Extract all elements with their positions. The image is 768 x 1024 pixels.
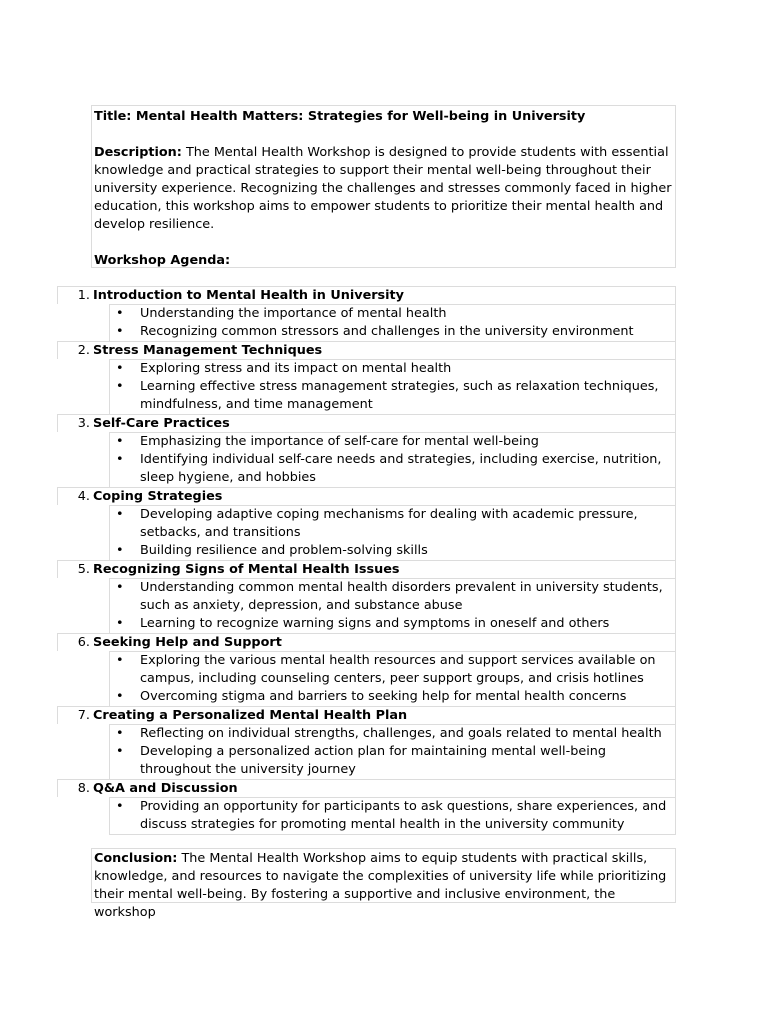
bullet-item xyxy=(110,798,675,834)
agenda-item xyxy=(57,779,676,797)
agenda-item-bullets xyxy=(109,797,676,835)
bullet-item xyxy=(110,433,675,451)
bullet-text: Understanding the importance of mental health xyxy=(140,306,447,321)
agenda-item xyxy=(57,560,676,578)
bullet-text: Providing an opportunity for participants to ask questions, share experiences, and discuss strategies for promoting mental health in the university community xyxy=(140,799,667,832)
bullet-text: Exploring stress and its impact on mental health xyxy=(140,361,452,376)
agenda-item-bullets xyxy=(109,651,676,706)
agenda-item-title: Introduction to Mental Health in University xyxy=(93,288,405,303)
bullet-text: Recognizing common stressors and challenges in the university environment xyxy=(140,324,634,339)
agenda-item-number: 3. xyxy=(77,416,90,431)
bullet-text: Learning to recognize warning signs and symptoms in oneself and others xyxy=(140,616,610,631)
agenda-item-bullets xyxy=(109,304,676,341)
bullet-dot-icon: • xyxy=(116,689,124,704)
agenda-item-title: Seeking Help and Support xyxy=(93,635,282,650)
bullet-dot-icon: • xyxy=(116,324,124,339)
agenda-item-number: 2. xyxy=(77,343,90,358)
bullet-dot-icon: • xyxy=(116,744,124,759)
agenda-item-number: 1. xyxy=(77,288,90,303)
bullet-dot-icon: • xyxy=(116,653,124,668)
agenda-item-title: Recognizing Signs of Mental Health Issues xyxy=(93,562,400,577)
bullet-item xyxy=(110,652,675,688)
bullet-text: Understanding common mental health disorders prevalent in university students, such as anxiety, depression, and substance abuse xyxy=(140,580,663,613)
workshop-agenda-list xyxy=(57,286,676,835)
agenda-item-bullets xyxy=(109,359,676,414)
agenda-item-number: 4. xyxy=(77,489,90,504)
bullet-item xyxy=(110,506,675,542)
agenda-item-title: Stress Management Techniques xyxy=(93,343,323,358)
bullet-item xyxy=(110,615,675,633)
agenda-item-number: 8. xyxy=(77,781,90,796)
agenda-item-title: Self-Care Practices xyxy=(93,416,230,431)
bullet-dot-icon: • xyxy=(116,507,124,522)
bullet-item xyxy=(110,305,675,323)
bullet-dot-icon: • xyxy=(116,361,124,376)
bullet-text: Building resilience and problem-solving skills xyxy=(140,543,428,558)
description-text: The Mental Health Workshop is designed to provide students with essential knowledge and practical strategies to support their mental well-being throughout their university experience. Recognizing the challenges and stresses commonly faced in higher education, this workshop aims to empower students to prioritize their mental health and develop resilience. xyxy=(94,145,672,232)
bullet-item xyxy=(110,579,675,615)
bullet-text: Overcoming stigma and barriers to seeking help for mental health concerns xyxy=(140,689,627,704)
agenda-item-number: 5. xyxy=(77,562,90,577)
bullet-item xyxy=(110,688,675,706)
document-title: Title: Mental Health Matters: Strategies for Well-being in University xyxy=(94,109,586,124)
agenda-item-title: Q&A and Discussion xyxy=(93,781,238,796)
agenda-item xyxy=(57,286,676,304)
conclusion-text: The Mental Health Workshop aims to equip students with practical skills, knowledge, and resources to navigate the complexities of university life while prioritizing their mental well-being. By fostering a supportive and inclusive environment, the workshop xyxy=(94,851,667,920)
bullet-item xyxy=(110,323,675,341)
bullet-item xyxy=(110,725,675,743)
agenda-item-bullets xyxy=(109,432,676,487)
agenda-item xyxy=(57,341,676,359)
agenda-item-bullets xyxy=(109,505,676,560)
agenda-item-bullets xyxy=(109,578,676,633)
conclusion-paragraph xyxy=(94,850,673,922)
bullet-item xyxy=(110,378,675,414)
conclusion-label: Conclusion: xyxy=(94,851,178,866)
bullet-dot-icon: • xyxy=(116,799,124,814)
agenda-item xyxy=(57,414,676,432)
agenda-item xyxy=(57,706,676,724)
conclusion-section xyxy=(91,848,676,920)
bullet-dot-icon: • xyxy=(116,452,124,467)
bullet-item xyxy=(110,743,675,779)
bullet-item xyxy=(110,451,675,487)
description-paragraph xyxy=(94,144,673,234)
agenda-item-number: 7. xyxy=(77,708,90,723)
bullet-text: Developing adaptive coping mechanisms for dealing with academic pressure, setbacks, and transitions xyxy=(140,507,638,540)
agenda-item-number: 6. xyxy=(77,635,90,650)
agenda-item xyxy=(57,487,676,505)
bullet-dot-icon: • xyxy=(116,306,124,321)
agenda-item xyxy=(57,633,676,651)
bullet-item xyxy=(110,360,675,378)
bullet-text: Emphasizing the importance of self-care for mental well-being xyxy=(140,434,539,449)
bullet-dot-icon: • xyxy=(116,580,124,595)
bullet-text: Developing a personalized action plan for maintaining mental well-being throughout the university journey xyxy=(140,744,607,777)
bullet-dot-icon: • xyxy=(116,726,124,741)
agenda-heading: Workshop Agenda: xyxy=(94,253,231,268)
bullet-dot-icon: • xyxy=(116,616,124,631)
agenda-item-title: Creating a Personalized Mental Health Plan xyxy=(93,708,408,723)
intro-section xyxy=(91,105,676,268)
agenda-item-title: Coping Strategies xyxy=(93,489,223,504)
bullet-item xyxy=(110,542,675,560)
agenda-item-bullets xyxy=(109,724,676,779)
bullet-dot-icon: • xyxy=(116,379,124,394)
bullet-text: Reflecting on individual strengths, challenges, and goals related to mental health xyxy=(140,726,662,741)
description-label: Description: xyxy=(94,145,182,160)
bullet-text: Exploring the various mental health resources and support services available on campus, including counseling centers, peer support groups, and crisis hotlines xyxy=(140,653,656,686)
bullet-dot-icon: • xyxy=(116,434,124,449)
bullet-text: Identifying individual self-care needs and strategies, including exercise, nutrition, sleep hygiene, and hobbies xyxy=(140,452,662,485)
bullet-dot-icon: • xyxy=(116,543,124,558)
bullet-text: Learning effective stress management strategies, such as relaxation techniques, mindfulness, and time management xyxy=(140,379,659,412)
